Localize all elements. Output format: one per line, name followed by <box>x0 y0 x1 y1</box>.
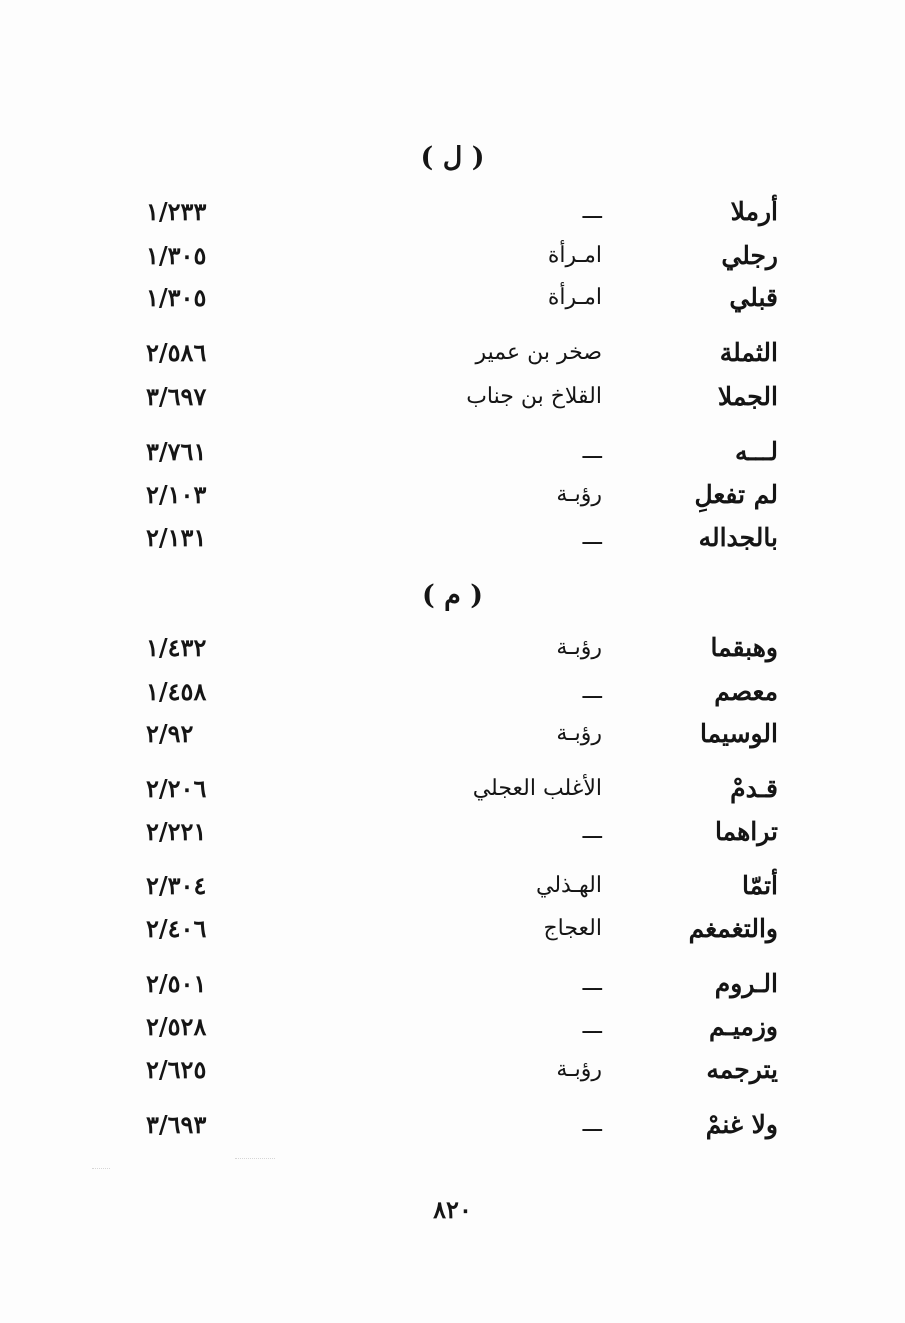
index-row <box>0 1105 905 1145</box>
poet-name: الهـذلي <box>536 873 602 898</box>
index-row <box>0 236 905 276</box>
section-heading-mim: ( م ) <box>421 580 484 611</box>
volume-page-reference: ۳/٦۹۳ <box>146 1110 207 1139</box>
index-row <box>0 964 905 1004</box>
index-row <box>0 518 905 558</box>
volume-page-reference: ۳/۷٦۱ <box>146 437 207 466</box>
volume-page-reference: ۲/٥۲۸ <box>146 1012 207 1041</box>
index-row <box>0 475 905 515</box>
volume-page-reference: ۱/٤۳۲ <box>146 633 207 662</box>
rhyme-word: الجملا <box>717 382 778 411</box>
volume-page-reference: ۱/۲۳۳ <box>146 197 207 226</box>
volume-page-reference: ۲/۲۰٦ <box>146 774 207 803</box>
poet-name: ـــ <box>582 819 602 844</box>
rhyme-word: لم تفعلِ <box>694 480 778 509</box>
index-row <box>0 432 905 472</box>
volume-page-reference: ۱/۳۰٥ <box>146 241 207 270</box>
rhyme-word: يترجمه <box>706 1055 778 1084</box>
scan-speck <box>92 1168 110 1169</box>
index-row <box>0 769 905 809</box>
rhyme-word: أتمّا <box>742 871 778 900</box>
section-heading-lam: ( ل ) <box>420 142 485 173</box>
poet-name: رؤبـة <box>556 1057 602 1082</box>
volume-page-reference: ۲/٦۲٥ <box>146 1055 207 1084</box>
poet-name: رؤبـة <box>556 721 602 746</box>
volume-page-reference: ۲/۳۰٤ <box>146 871 207 900</box>
volume-page-reference: ۲/٥۸٦ <box>146 338 207 367</box>
poet-name: ـــ <box>582 199 602 224</box>
index-row <box>0 866 905 906</box>
volume-page-reference: ۲/۲۲۱ <box>146 817 207 846</box>
rhyme-word: تراهما <box>715 817 778 846</box>
index-row <box>0 333 905 373</box>
index-row <box>0 1007 905 1047</box>
rhyme-word: قـدمْ <box>730 774 778 803</box>
rhyme-word: أرملا <box>730 197 778 226</box>
rhyme-word: الثملة <box>719 338 778 367</box>
rhyme-word: الوسيما <box>699 719 778 748</box>
poet-name: ـــ <box>582 679 602 704</box>
poet-name: رؤبـة <box>556 482 602 507</box>
poet-name: صخر بن عمير <box>475 340 602 365</box>
page-number: ۸۲۰ <box>433 1195 472 1224</box>
rhyme-word: رجلي <box>721 241 778 270</box>
poet-name: ـــ <box>582 525 602 550</box>
poet-name: رؤبـة <box>556 635 602 660</box>
rhyme-word: قبلي <box>729 283 778 312</box>
poet-name: ـــ <box>582 1014 602 1039</box>
rhyme-word: ولا غنمْ <box>705 1110 778 1139</box>
poet-name: امـرأة <box>547 243 602 268</box>
volume-page-reference: ۲/٥۰۱ <box>146 969 207 998</box>
index-row <box>0 714 905 754</box>
poet-name: ـــ <box>582 1112 602 1137</box>
index-row <box>0 909 905 949</box>
poet-name: ـــ <box>582 971 602 996</box>
rhyme-word: لـــه <box>735 437 778 466</box>
rhyme-word: وزميـم <box>708 1012 778 1041</box>
rhyme-word: وهبقما <box>710 633 778 662</box>
volume-page-reference: ۳/٦۹۷ <box>146 382 207 411</box>
poet-name: القلاخ بن جناب <box>466 384 602 409</box>
index-row <box>0 377 905 417</box>
index-row <box>0 278 905 318</box>
rhyme-word: معصم <box>714 677 778 706</box>
rhyme-word: والتغمغم <box>688 914 778 943</box>
poet-name: امـرأة <box>547 285 602 310</box>
poet-name: العجاج <box>543 916 602 941</box>
index-row <box>0 192 905 232</box>
volume-page-reference: ۲/۹۲ <box>146 719 194 748</box>
index-row <box>0 812 905 852</box>
volume-page-reference: ۲/۱۳۱ <box>146 523 207 552</box>
volume-page-reference: ۲/۱۰۳ <box>146 480 207 509</box>
index-row <box>0 628 905 668</box>
index-row <box>0 672 905 712</box>
rhyme-word: بالجداله <box>698 523 778 552</box>
poet-name: ـــ <box>582 439 602 464</box>
volume-page-reference: ۲/٤۰٦ <box>146 914 207 943</box>
poet-name: الأغلب العجلي <box>472 776 602 801</box>
volume-page-reference: ۱/٤٥۸ <box>146 677 207 706</box>
rhyme-word: الـروم <box>714 969 778 998</box>
index-row <box>0 1050 905 1090</box>
volume-page-reference: ۱/۳۰٥ <box>146 283 207 312</box>
scan-speck <box>235 1158 275 1159</box>
